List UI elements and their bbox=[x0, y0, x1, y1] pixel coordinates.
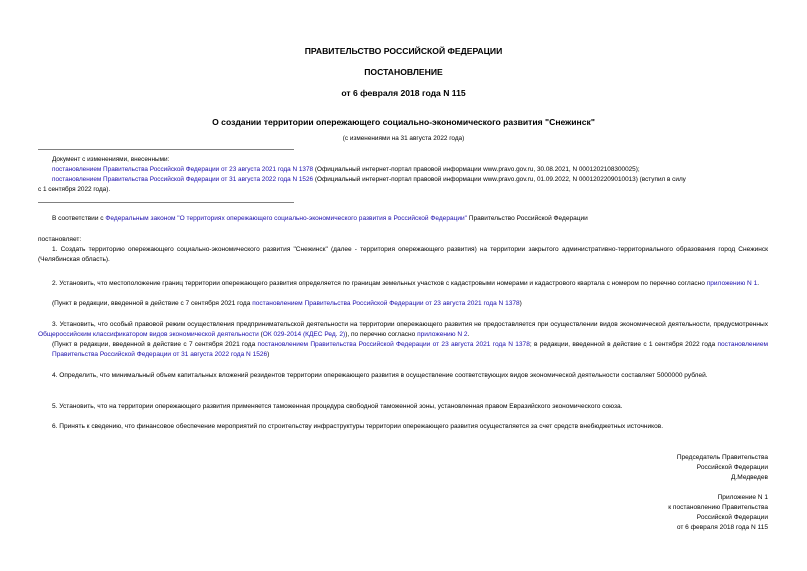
preamble bbox=[52, 214, 588, 223]
paragraph-3-note-link-1[interactable]: постановлением Правительства Российской Федерации от 23 августа 2021 года N 1378 bbox=[257, 341, 530, 348]
revision-2-link[interactable]: постановлением Правительства Российской Федерации от 31 августа 2022 года N 1526 bbox=[52, 176, 314, 183]
paragraph-6: 6. Принять к сведению, что финансовое обеспечение мероприятий по строительству инфраструктуры территории опережающего развития осуществляется за счет средств внебюджетных источников. bbox=[52, 423, 664, 430]
paragraph-3-sep2: ), по перечню согласно bbox=[345, 331, 418, 338]
paragraph-2-text: 2. Установить, что местоположение границ территории опережающего развития определяется по границам земельных участков с кадастровыми номерами и кадастрового квартала с номером по перечню согласно bbox=[52, 280, 707, 287]
federal-law-link[interactable]: Федеральным законом "О территориях опережающего социально-экономического развития в Российской Федерации" bbox=[105, 215, 467, 222]
revision-2-source: (Официальный интернет-портал правовой информации www.pravo.gov.ru, 01.09.2022, N 0001202209010013) (вступил в силу bbox=[313, 176, 686, 183]
signature-block bbox=[600, 453, 768, 483]
appendix-number: Приложение N 1 bbox=[717, 494, 768, 501]
document-title: О создании территории опережающего социально-экономического развития "Снежинск" bbox=[212, 117, 595, 127]
paragraph-4: 4. Определить, что минимальный объем капитальных вложений резидентов территории опережающего развития в осуществление соответствующих видов экономической деятельности составляет 5000000 рублей. bbox=[52, 372, 708, 379]
divider-bottom bbox=[38, 202, 294, 203]
divider-top bbox=[38, 149, 294, 150]
appendix-block bbox=[600, 493, 768, 533]
ok-029-2014-link[interactable]: ОК 029-2014 (КДЕС Ред. 2) bbox=[262, 331, 346, 338]
revision-1 bbox=[52, 165, 640, 174]
paragraph-3 bbox=[38, 320, 768, 340]
signature-name: Д.Медведев bbox=[731, 474, 768, 481]
paragraph-3-note bbox=[52, 340, 768, 360]
paragraph-2-note-end: ) bbox=[519, 300, 522, 307]
signature-position: Председатель Правительства bbox=[676, 454, 768, 461]
revision-1-link[interactable]: постановлением Правительства Российской Федерации от 23 августа 2021 года N 1378 bbox=[52, 166, 314, 173]
preamble-end: Правительство Российской Федерации bbox=[466, 215, 588, 222]
government-name: ПРАВИТЕЛЬСТВО РОССИЙСКОЙ ФЕДЕРАЦИИ bbox=[304, 46, 503, 56]
paragraph-1: 1. Создать территорию опережающего социально-экономического развития "Снежинск" (далее - территория опережающего развития) на территории закрытого административно-территориального образования город Снежинск (Челябинская область). bbox=[38, 246, 768, 263]
appendix-2-link[interactable]: приложению N 2 bbox=[417, 331, 468, 338]
paragraph-3-end: . bbox=[467, 331, 470, 338]
preamble-start: В соответствии с bbox=[52, 215, 106, 222]
appendix-1-link[interactable]: приложению N 1 bbox=[706, 280, 758, 287]
paragraph-3-text: 3. Установить, что особый правовой режим осуществления предпринимательской деятельности на территории опережающего развития не предоставляется при осуществлении видов экономической деятельности, предусмотренных bbox=[52, 321, 768, 328]
paragraph-2 bbox=[38, 279, 768, 289]
paragraph-2-note-link[interactable]: постановлением Правительства Российской Федерации от 23 августа 2021 года N 1378 bbox=[252, 300, 520, 307]
paragraph-3-sep1: ( bbox=[258, 331, 263, 338]
appendix-ref: к постановлению Правительства bbox=[668, 504, 768, 511]
paragraph-3-note-mid: ; в редакции, введенной в действие с 1 сентября 2022 года bbox=[529, 341, 718, 348]
paragraph-5: 5. Установить, что на территории опережающего развития применяется таможенная процедура свободной таможенной зоны, установленная правом Евразийского экономического союза. bbox=[52, 403, 623, 410]
revision-2-continued: с 1 сентября 2022 года). bbox=[38, 186, 111, 193]
paragraph-3-note-text: (Пункт в редакции, введенной в действие с 7 сентября 2021 года bbox=[52, 341, 258, 348]
appendix-organization: Российской Федерации bbox=[696, 514, 768, 521]
document-date-number: от 6 февраля 2018 года N 115 bbox=[341, 88, 466, 98]
paragraph-2-note-text: (Пункт в редакции, введенной в действие с 7 сентября 2021 года bbox=[52, 300, 253, 307]
signature-organization: Российской Федерации bbox=[696, 464, 768, 471]
changes-note: (с изменениями на 31 августа 2022 года) bbox=[342, 135, 465, 142]
paragraph-2-end: . bbox=[757, 280, 760, 287]
paragraph-3-note-end: ) bbox=[267, 351, 270, 358]
document-type: ПОСТАНОВЛЕНИЕ bbox=[364, 67, 443, 77]
appendix-date: от 6 февраля 2018 года N 115 bbox=[676, 524, 768, 531]
resolves: постановляет: bbox=[38, 236, 82, 243]
paragraph-3-note-link-2[interactable]: постановлением Правительства Российской Федерации от 31 августа 2022 года N 1526 bbox=[52, 341, 768, 358]
revision-2 bbox=[52, 175, 686, 184]
revisions-intro: Документ с изменениями, внесенными: bbox=[52, 156, 170, 163]
revision-1-source: (Официальный интернет-портал правовой информации www.pravo.gov.ru, 30.08.2021, N 0001202108300025); bbox=[313, 166, 640, 173]
okved-link[interactable]: Общероссийским классификатором видов экономической деятельности bbox=[38, 331, 259, 338]
paragraph-2-note bbox=[52, 299, 522, 308]
